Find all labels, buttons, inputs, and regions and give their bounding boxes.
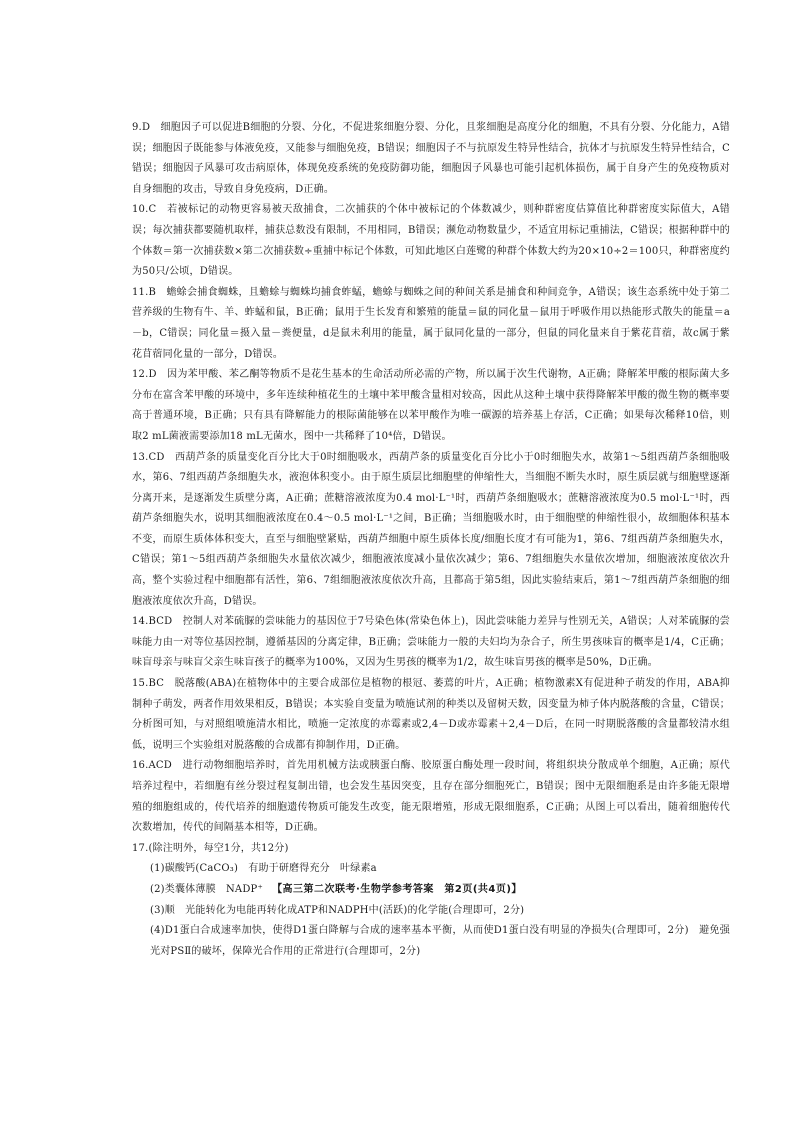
answer-item-14: 14.BCD 控制人对苯硫脲的尝味能力的基因位于7号染色体(常染色体上)，因此尝味能力差异与性别无关，A错误；人对苯硫脲的尝味能力由一对等位基因控制，遵循基因的分离定律，B正确；尝味能力一般的夫妇均为杂合子，所生男孩味盲的概率是1/4，C正确；味盲母亲与味盲父亲生味盲孩子的概率为100%，又因为生男孩的概率为1/2，故生味盲男孩的概率是50%，D正确。	[132, 616, 730, 669]
answer-17-part-1: (1)碳酸钙(CaCO₃) 有助于研磨得充分 叶绿素a	[150, 863, 377, 875]
answer-list	[132, 118, 730, 962]
answer-item-10: 10.C 若被标记的动物更容易被天敌捕食，二次捕获的个体中被标记的个体数减少，则种群密度估算值比种群密度实际值大，A错误；每次捕获都要随机取样，捕获总数没有限制，不用相同，B错误；濒危动物数量少，不适宜用标记重捕法，C错误；根据种群中的个体数＝第一次捕获数×第二次捕获数÷重捕中标记个体数，可知此地区白莲鹭的种群个体数大约为20×10÷2＝100只，种群密度约为50只/公顷，D错误。	[132, 204, 730, 278]
answer-item-9: 9.D 细胞因子可以促进B细胞的分裂、分化，不促进浆细胞分裂、分化，且浆细胞是高度分化的细胞，不具有分裂、分化能力，A错误；细胞因子既能参与体液免疫，又能参与细胞免疫，B错误；细胞因子不与抗原发生特异性结合，抗体才与抗原发生特异性结合，C错误；细胞因子风暴可攻击病原体，体现免疫系统的免疫防御功能，细胞因子风暴也可能引起机体损伤，属于自身产生的免疫物质对自身细胞的攻击，导致自身免疫病，D正确。	[132, 122, 730, 195]
answer-item-15: 15.BC 脱落酸(ABA)在植物体中的主要合成部位是植物的根冠、萎蔫的叶片，A正确；植物激素X有促进种子萌发的作用，ABA抑制种子萌发，两者作用效果相反，B错误；本实验自变量为喷施试剂的种类以及留树天数，因变量为柿子体内脱落酸的含量，C错误；分析图可知，与对照组喷施清水相比，喷施一定浓度的赤霉素或2,4－D或赤霉素＋2,4－D后，在同一时期脱落酸的含量都较清水组低，说明三个实验组对脱落酸的合成都有抑制作用，D正确。	[132, 678, 730, 751]
answer-17-part-4: (4)D1蛋白合成速率加快，使得D1蛋白降解与合成的速率基本平衡，从而使D1蛋白没有明显的净损失(合理即可，2分) 避免强光对PSⅡ的破坏，保障光合作用的正常进行(合理即可，2分)	[150, 925, 730, 957]
answer-item-16: 16.ACD 进行动物细胞培养时，首先用机械方法或胰蛋白酶、胶原蛋白酶处理一段时间，将组织块分散成单个细胞，A正确；原代培养过程中，若细胞有丝分裂过程复制出错，也会发生基因突变，且存在部分细胞死亡，B错误；图中无限细胞系是由许多能无限增殖的细胞组成的，传代培养的细胞遗传物质可能发生改变，能无限增殖，形成无限细胞系，C正确；从图上可以看出，随着细胞传代次数增加，传代的间隔基本相等，D正确。	[132, 760, 730, 834]
answer-item-13: 13.CD 西葫芦条的质量变化百分比大于0时细胞吸水，西葫芦条的质量变化百分比小于0时细胞失水，故第1～5组西葫芦条细胞吸水，第6、7组西葫芦条细胞失水，液泡体积变小。由于原生质层比细胞壁的伸缩性大，当细胞不断失水时，原生质层就与细胞壁逐渐分离开来，是逐渐发生质壁分离，A正确；蔗糖溶液浓度为0.4 mol·L⁻¹时，西葫芦条细胞吸水；蔗糖溶液浓度为0.5 mol·L⁻¹时，西葫芦条细胞失水，说明其细胞液浓度在0.4～0.5 mol·L⁻¹之间，B正确；当细胞吸水时，由于细胞壁的伸缩性很小，故细胞体积基本不变，而原生质体体积变大，直至与细胞壁紧贴，西葫芦细胞中原生质体长度/细胞长度才有可能为1，第6、7组西葫芦条细胞失水，C错误；第1～5组西葫芦条细胞失水量依次减少，细胞液浓度减小量依次减少；第6、7组细胞失水量依次增加，细胞液浓度依次升高，整个实验过程中细胞都有活性，第6、7组细胞液浓度依次升高，且都高于第5组，因此实验结束后，第1～7组西葫芦条细胞的细胞液浓度依次升高，D错误。	[132, 451, 730, 607]
answer-item-12: 12.D 因为苯甲酸、苯乙酮等物质不是花生基本的生命活动所必需的产物，所以属于次生代谢物，A正确；降解苯甲酸的根际菌大多分布在富含苯甲酸的环境中，多年连续种植花生的土壤中苯甲酸含量相对较高，因此从这种土壤中获得降解苯甲酸的微生物的概率要高于普通环境，B正确；只有具有降解能力的根际菌能够在以苯甲酸作为唯一碳源的培养基上存活，C正确；如果每次稀释10倍，则取2 mL菌液需要添加18 mL无菌水，图中一共稀释了10⁴倍，D错误。	[132, 369, 730, 442]
answer-item-17-header: 17.(除注明外，每空1分，共12分)	[132, 842, 289, 854]
page-footer: 【高三第二次联考·生物学参考答案 第2页(共4页)】	[272, 884, 522, 895]
answer-17-part-2: (2)类囊体薄膜 NADP⁺	[150, 883, 263, 895]
answer-17-part-3: (3)顺 光能转化为电能再转化成ATP和NADPH中(活跃)的化学能(合理即可，2分)	[150, 904, 525, 916]
answer-item-11: 11.B 蟾蜍会捕食蜘蛛，且蟾蜍与蜘蛛均捕食蚱蜢，蟾蜍与蜘蛛之间的种间关系是捕食和种间竞争，A错误；该生态系统中处于第二营养级的生物有牛、羊、蚱蜢和鼠，B正确；鼠用于生长发育和繁殖的能量＝鼠的同化量－鼠用于呼吸作用以热能形式散失的能量＝a－b，C错误；同化量＝摄入量－粪便量，d是鼠未利用的能量，属于鼠同化量的一部分，但鼠的同化量来自于紫花苜蓿，故c属于紫花苜蓿同化量的一部分，D错误。	[132, 286, 730, 360]
